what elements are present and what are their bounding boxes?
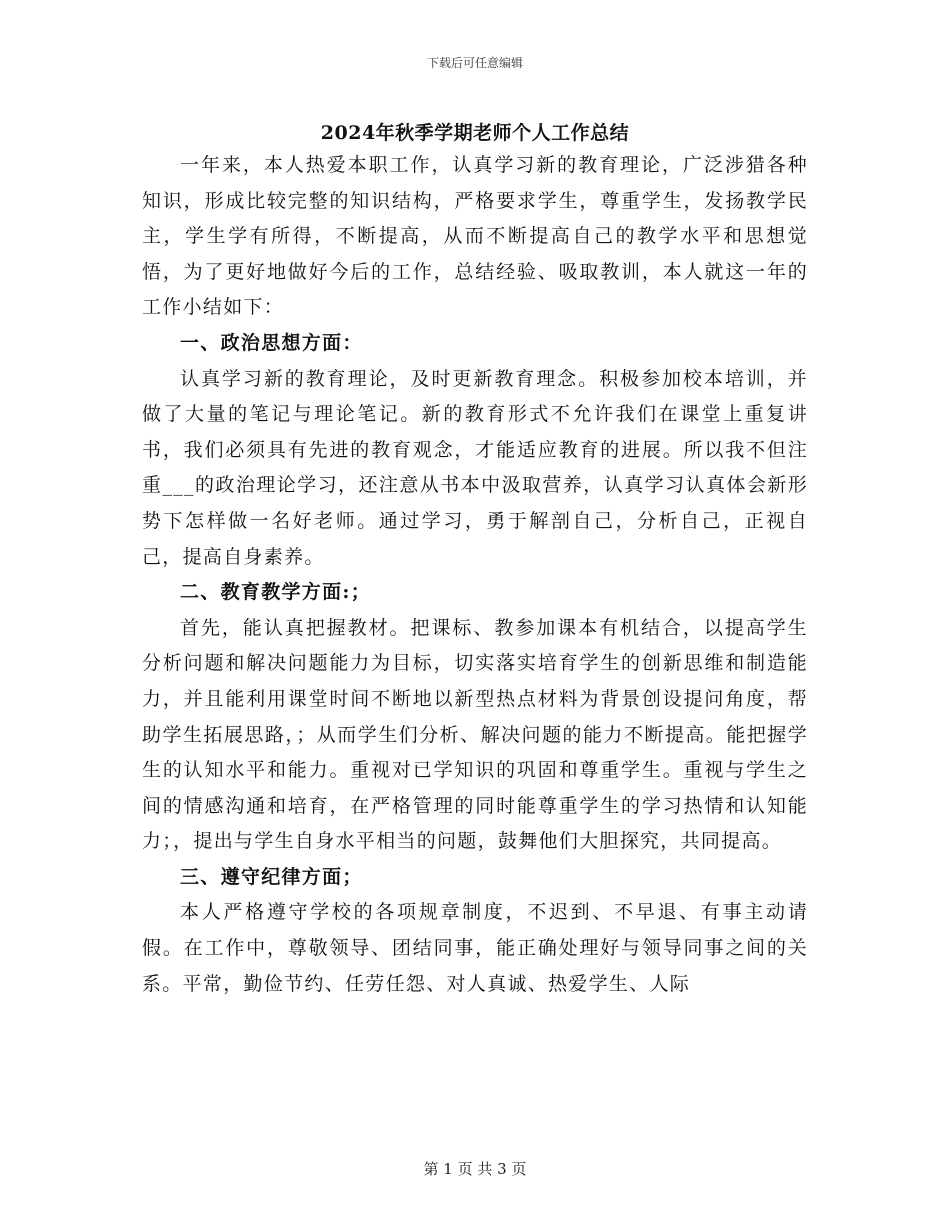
page-number: 第 1 页 共 3 页 [423, 1160, 527, 1178]
section-text-teaching: 首先，能认真把握教材。把课标、教参加课本有机结合，以提高学生分析问题和解决问题能力为目标，切实落实培育学生的创新思维和制造能力，并且能利用课堂时间不断地以新型热点材料为背景创设提问角度，帮助学生拓展思路，；从而学生们分析、解决问题的能力不断提高。能把握学生的认知水平和能力。重视对已学知识的巩固和尊重学生。重视与学生之间的情感沟通和培育，在严格管理的同时能尊重学生的学习热情和认知能力；，提出与学生自身水平相当的问题，鼓舞他们大胆探究，共同提高。 [142, 616, 808, 853]
section-heading-teaching: 二、教育教学方面:； [180, 581, 372, 604]
intro-paragraph: 一年来，本人热爱本职工作，认真学习新的教育理论，广泛涉猎各种知识，形成比较完整的知识结构，严格要求学生，尊重学生，发扬教学民主，学生学有所得，不断提高，从而不断提高自己的教学水平和思想觉悟，为了更好地做好今后的工作，总结经验、吸取教训，本人就这一年的工作小结如下： [142, 154, 808, 319]
document-body [142, 148, 808, 1002]
section-text-discipline: 本人严格遵守学校的各项规章制度，不迟到、不早退、有事主动请假。在工作中，尊敬领导、团结同事，能正确处理好与领导同事之间的关系。平常，勤俭节约、任劳任怨、对人真诚、热爱学生、人际 [142, 901, 808, 995]
header-note: 下载后可任意编辑 [426, 56, 523, 70]
document-title: 2024年秋季学期老师个人工作总结 [320, 122, 630, 144]
section-heading-discipline: 三、遵守纪律方面； [180, 865, 363, 888]
section-heading-politics: 一、政治思想方面： [180, 331, 363, 354]
section-text-politics: 认真学习新的教育理论，及时更新教育理念。积极参加校本培训，并做了大量的笔记与理论笔记。新的教育形式不允许我们在课堂上重复讲书，我们必须具有先进的教育观念，才能适应教育的进展。所以我不但注重___的政治理论学习，还注意从书本中汲取营养，认真学习认真体会新形势下怎样做一名好老师。通过学习，勇于解剖自己，分析自己，正视自己，提高自身素养。 [142, 367, 808, 568]
